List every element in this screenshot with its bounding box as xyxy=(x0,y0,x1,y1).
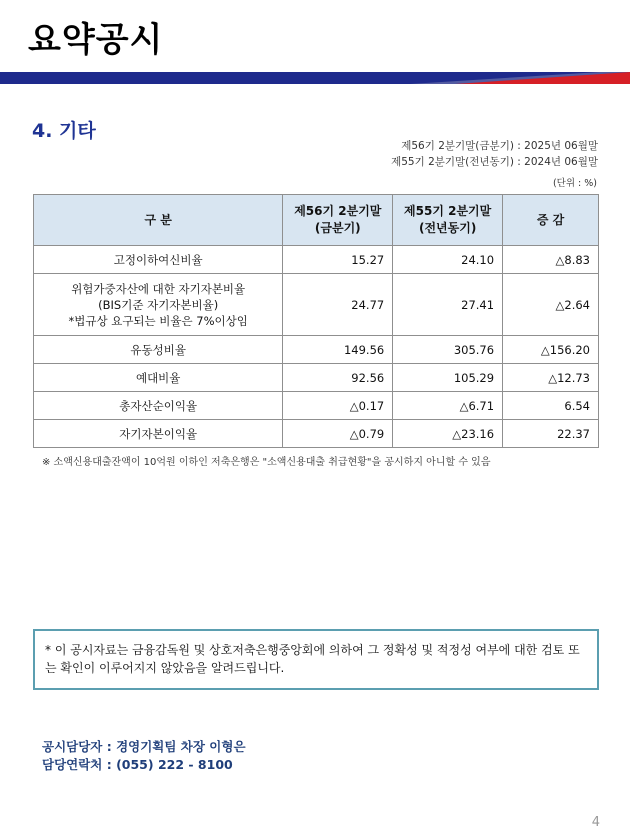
current-value: 24.77 xyxy=(283,274,393,336)
disclaimer-box: * 이 공시자료는 금융감독원 및 상호저축은행중앙회에 의하여 그 정확성 및 적정성 여부에 대한 검토 또는 확인이 이루어지지 않았음을 알려드립니다. xyxy=(33,629,599,690)
previous-value: 305.76 xyxy=(393,336,503,364)
table-header-row xyxy=(34,195,599,246)
table-row xyxy=(34,364,599,392)
footnote: ※ 소액신용대출잔액이 10억원 이하인 저축은행은 "소액신용대출 취급현황"을 공시하지 아니할 수 있음 xyxy=(42,457,491,468)
current-period-text: 제56기 2분기말(금분기) : 2025년 06월말 xyxy=(401,140,598,152)
current-value: △0.79 xyxy=(283,420,393,448)
current-value: 15.27 xyxy=(283,246,393,274)
change-value: 6.54 xyxy=(503,392,599,420)
change-value: △156.20 xyxy=(503,336,599,364)
previous-value: 24.10 xyxy=(393,246,503,274)
row-label: 총자산순이익율 xyxy=(34,392,283,420)
contact-info xyxy=(42,738,246,774)
table-row xyxy=(34,392,599,420)
previous-value: 105.29 xyxy=(393,364,503,392)
header-change: 증 감 xyxy=(503,195,599,246)
header-category: 구 분 xyxy=(34,195,283,246)
change-value: 22.37 xyxy=(503,420,599,448)
summary-table xyxy=(33,194,599,448)
current-value: △0.17 xyxy=(283,392,393,420)
row-label: 고정이하여신비율 xyxy=(34,246,283,274)
row-label: 자기자본이익율 xyxy=(34,420,283,448)
title-divider-bar xyxy=(0,72,630,84)
change-value: △12.73 xyxy=(503,364,599,392)
change-value: △8.83 xyxy=(503,246,599,274)
period-info xyxy=(391,138,598,170)
previous-period-text: 제55기 2분기말(전년동기) : 2024년 06월말 xyxy=(391,156,598,168)
current-value: 92.56 xyxy=(283,364,393,392)
contact-person: 공시담당자 : 경영기획팀 차장 이형은 xyxy=(42,739,246,754)
table-row xyxy=(34,420,599,448)
header-previous-period: 제55기 2분기말 (전년동기) xyxy=(393,195,503,246)
previous-value: 27.41 xyxy=(393,274,503,336)
section-heading: 4. 기타 xyxy=(32,120,96,142)
header-current-period: 제56기 2분기말 (금분기) xyxy=(283,195,393,246)
contact-phone: 담당연락처 : (055) 222 - 8100 xyxy=(42,757,233,772)
row-label: 위험가중자산에 대한 자기자본비율 (BIS기준 자기자본비율) *법규상 요구되는 비율은 7%이상임 xyxy=(34,274,283,336)
page-number: 4 xyxy=(591,815,600,830)
table-row xyxy=(34,246,599,274)
table-row xyxy=(34,336,599,364)
change-value: △2.64 xyxy=(503,274,599,336)
row-label: 유동성비율 xyxy=(34,336,283,364)
table-row xyxy=(34,274,599,336)
current-value: 149.56 xyxy=(283,336,393,364)
unit-note: (단위 : %) xyxy=(552,178,597,189)
previous-value: △6.71 xyxy=(393,392,503,420)
row-label: 예대비율 xyxy=(34,364,283,392)
previous-value: △23.16 xyxy=(393,420,503,448)
page-title: 요약공시 xyxy=(28,20,164,60)
